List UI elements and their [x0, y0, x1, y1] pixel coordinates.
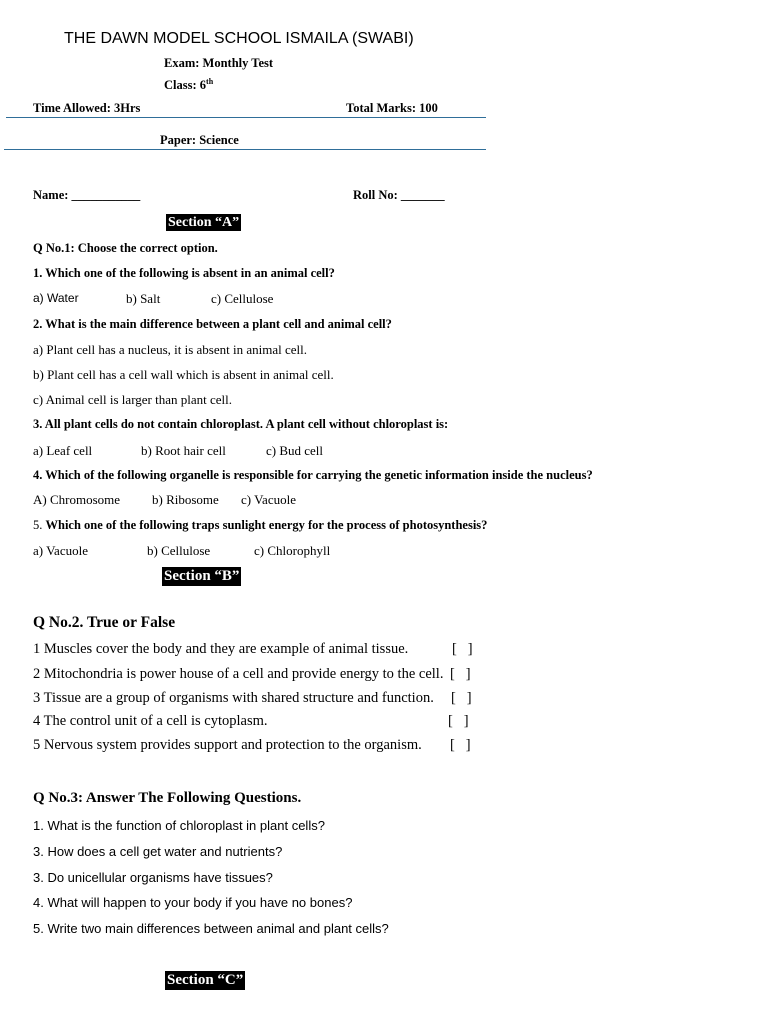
- tf-item-1: 1 Muscles cover the body and they are example of animal tissue.: [33, 641, 409, 657]
- mcq-question-4: 4. Which of the following organelle is responsible for carrying the genetic information inside the nucleus?: [33, 468, 593, 482]
- short-question-2: 3. How does a cell get water and nutrients?: [33, 844, 283, 859]
- option: c) Vacuole: [241, 492, 296, 507]
- question-text: Which one of the following traps sunlight energy for the process of photosynthesis?: [45, 518, 488, 532]
- tf-bracket-3: [ ]: [451, 690, 472, 706]
- option: A) Chromosome: [33, 492, 121, 507]
- tf-item-5: 5 Nervous system provides support and protection to the organism.: [33, 737, 422, 753]
- option: b) Plant cell has a cell wall which is absent in animal cell.: [33, 367, 334, 382]
- short-question-1: 1. What is the function of chloroplast in plant cells?: [33, 818, 325, 833]
- option: b) Salt: [126, 291, 161, 306]
- option: b) Root hair cell: [141, 443, 226, 458]
- mcq-question-5: [33, 518, 487, 533]
- section-a-title: Section “A”: [168, 215, 240, 230]
- tf-bracket-2: [ ]: [450, 666, 471, 682]
- tf-item-4: 4 The control unit of a cell is cytoplasm.: [33, 713, 268, 729]
- paper-label: Paper: Science: [160, 133, 239, 147]
- mcq-question-2: 2. What is the main difference between a plant cell and animal cell?: [33, 317, 392, 331]
- section-b-title: Section “B”: [164, 568, 240, 584]
- time-allowed: Time Allowed: 3Hrs: [33, 101, 141, 115]
- option: a) Vacuole: [33, 543, 88, 558]
- option: a) Water: [33, 291, 79, 305]
- option: c) Bud cell: [266, 443, 324, 458]
- class-label: Class: 6th: [164, 77, 214, 93]
- option: a) Plant cell has a nucleus, it is absent in animal cell.: [33, 342, 308, 357]
- header-rule-bottom: [4, 149, 486, 150]
- tf-item-2: 2 Mitochondria is power house of a cell and provide energy to the cell.: [33, 666, 444, 682]
- option: c) Chlorophyll: [254, 543, 331, 558]
- short-question-3: 3. Do unicellular organisms have tissues?: [33, 870, 273, 885]
- tf-bracket-4: [ ]: [448, 713, 469, 729]
- short-question-5: 5. Write two main differences between animal and plant cells?: [33, 921, 389, 936]
- tf-item-3: 3 Tissue are a group of organisms with shared structure and function.: [33, 690, 434, 706]
- option: b) Cellulose: [147, 543, 211, 558]
- name-field: Name: ___________: [33, 188, 141, 202]
- option: c) Animal cell is larger than plant cell.: [33, 392, 233, 407]
- option: a) Leaf cell: [33, 443, 93, 458]
- option: c) Cellulose: [211, 291, 274, 306]
- mcq-question-3: 3. All plant cells do not contain chloroplast. A plant cell without chloroplast is:: [33, 417, 449, 431]
- exam-title: Exam: Monthly Test: [164, 56, 274, 70]
- roll-no-field: Roll No: _______: [353, 188, 445, 202]
- q3-heading: Q No.3: Answer The Following Questions.: [33, 790, 302, 806]
- question-number: 5.: [33, 518, 43, 532]
- school-name: THE DAWN MODEL SCHOOL ISMAILA (SWABI): [64, 30, 414, 47]
- tf-bracket-1: [ ]: [452, 641, 473, 657]
- header-rule-top: [6, 117, 486, 118]
- option: b) Ribosome: [152, 492, 219, 507]
- q2-heading: Q No.2. True or False: [33, 614, 176, 631]
- short-question-4: 4. What will happen to your body if you have no bones?: [33, 895, 353, 910]
- total-marks: Total Marks: 100: [346, 101, 438, 115]
- section-c-title: Section “C”: [167, 972, 244, 988]
- q1-heading: Q No.1: Choose the correct option.: [33, 241, 218, 255]
- mcq-question-1: 1. Which one of the following is absent in an animal cell?: [33, 266, 335, 280]
- tf-bracket-5: [ ]: [450, 737, 471, 753]
